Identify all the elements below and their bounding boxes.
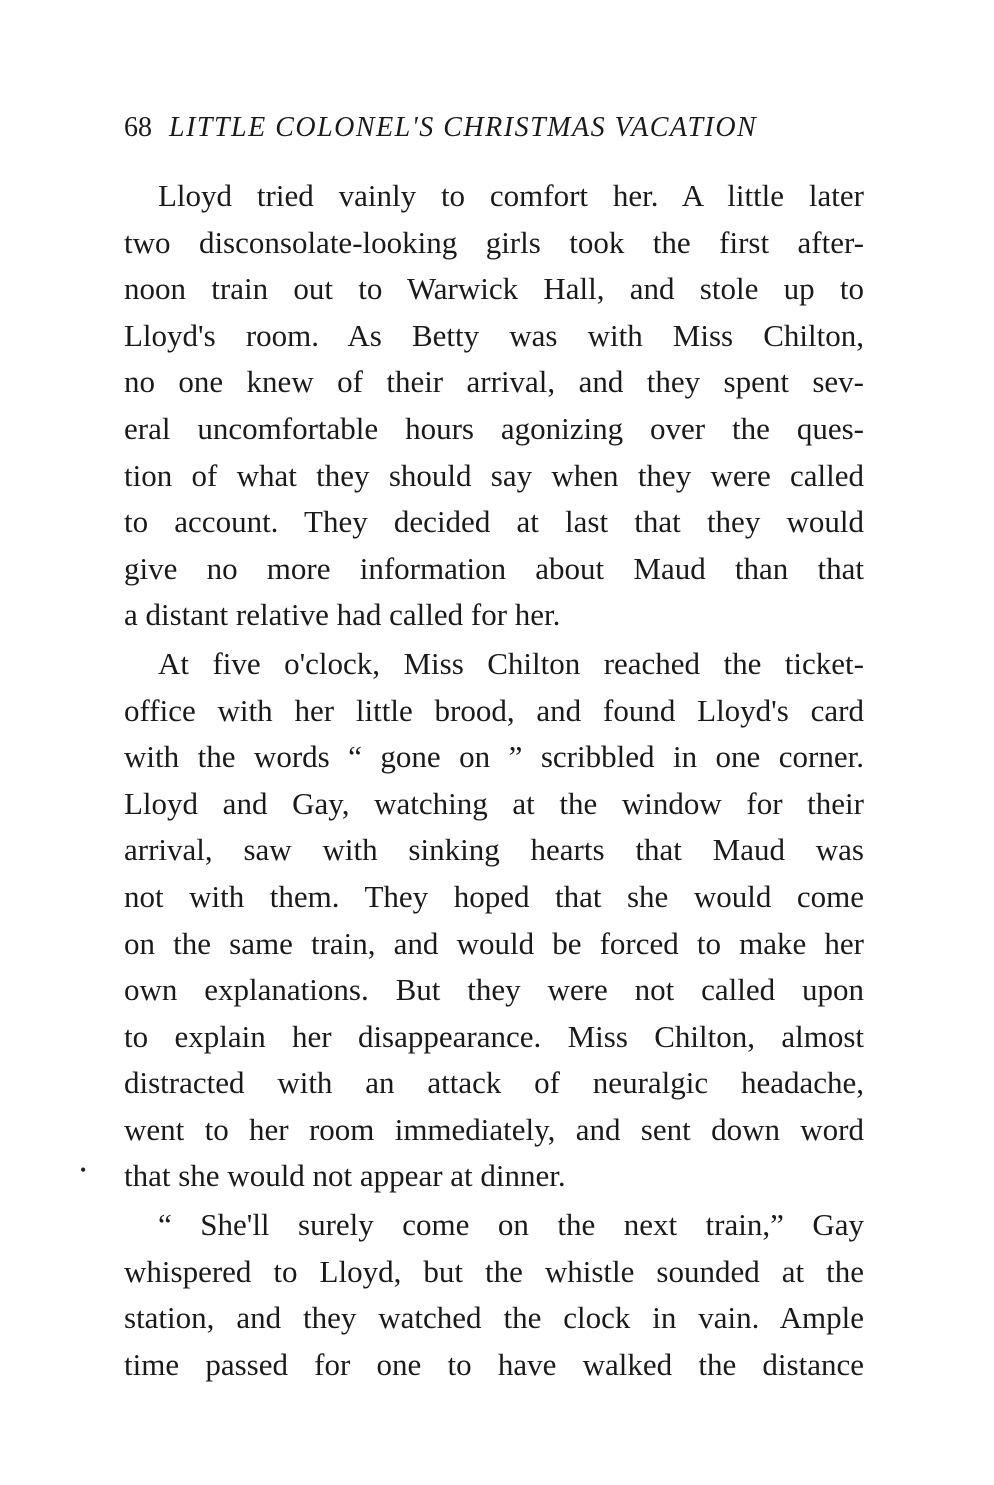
text-line: with the words “ gone on ” scribbled in one corner. [124,739,864,775]
text-line: distracted with an attack of neuralgic headache, [124,1065,864,1101]
running-head [124,108,864,148]
paragraph-1 [124,173,864,639]
text-line: office with her little brood, and found Lloyd's card [124,692,864,728]
text-line: own explanations. But they were not called upon [124,972,864,1008]
text-line: two disconsolate-looking girls took the first after- [124,224,864,260]
book-title: LITTLE COLONEL'S CHRISTMAS VACATION [169,112,758,143]
page-number: 68 [124,112,152,143]
text-line: At five o'clock, Miss Chilton reached the ticket- [158,645,864,681]
text-line: whispered to Lloyd, but the whistle sounded at the [124,1253,864,1289]
text-line: give no more information about Maud than that [124,550,864,586]
paragraph-2 [124,641,864,1200]
text-line: to explain her disappearance. Miss Chilton, almost [124,1018,864,1054]
text-line: station, and they watched the clock in vain. Ample [124,1300,864,1336]
text-line: to account. They decided at last that they would [124,504,864,540]
text-line: that she would not appear at dinner. [124,1158,566,1194]
text-line: time passed for one to have walked the distance [124,1346,864,1382]
text-line: tion of what they should say when they were called [124,457,864,493]
margin-mark: • [80,1160,87,1180]
paragraph-3 [124,1202,864,1388]
text-line: Lloyd tried vainly to comfort her. A little later [158,178,864,213]
text-line: arrival, saw with sinking hearts that Maud was [124,832,864,868]
text-line: eral uncomfortable hours agonizing over the ques- [124,410,864,446]
text-line: “ She'll surely come on the next train,” Gay [158,1207,864,1243]
text-line: noon train out to Warwick Hall, and stole up to [124,271,864,307]
text-line: went to her room immediately, and sent down word [124,1111,864,1147]
text-line: not with them. They hoped that she would come [124,878,864,914]
text-line: no one knew of their arrival, and they spent sev- [124,364,864,400]
body-text [124,173,864,1388]
text-line: Lloyd's room. As Betty was with Miss Chilton, [124,317,864,353]
text-line: Lloyd and Gay, watching at the window for their [124,785,864,821]
text-line: on the same train, and would be forced to make her [124,925,864,961]
text-line: a distant relative had called for her. [124,597,561,633]
